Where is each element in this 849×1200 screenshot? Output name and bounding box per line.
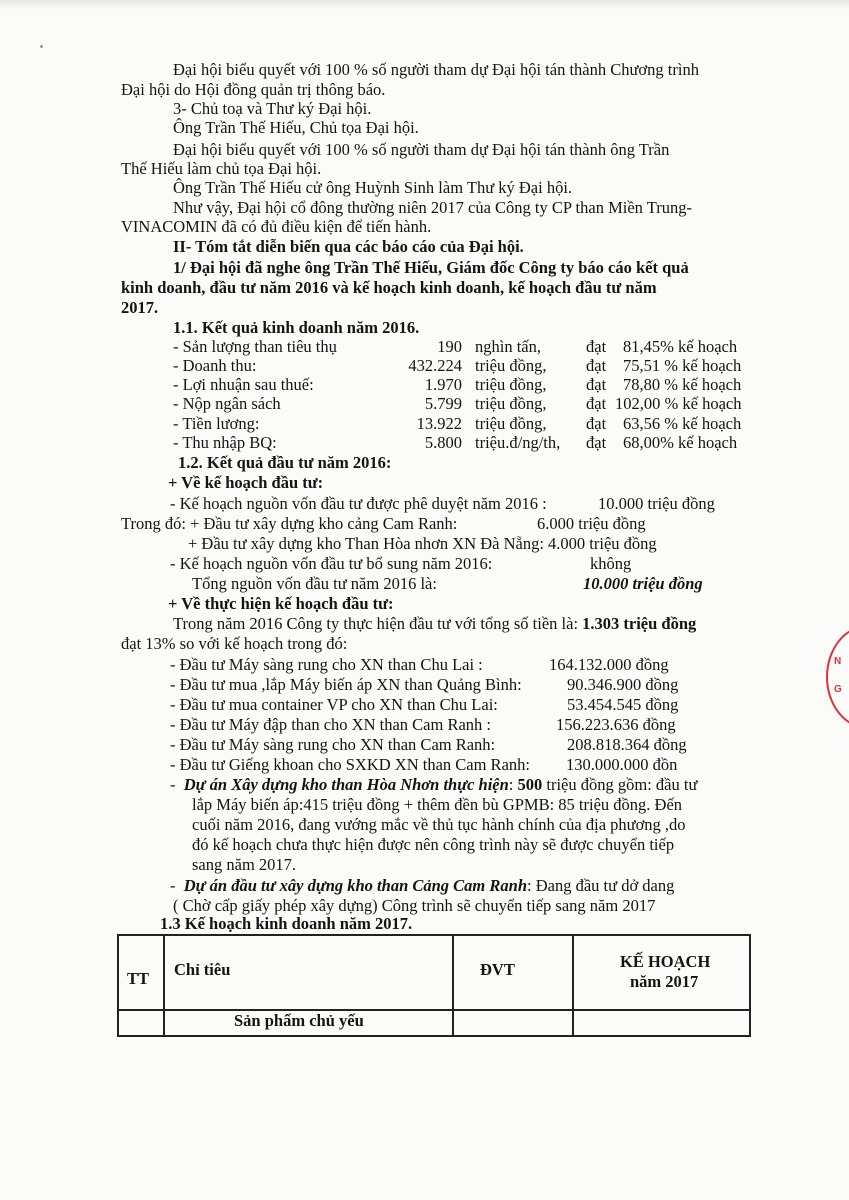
paragraph-line: đó kế hoạch chưa thực hiện được nên công trình này sẽ được chuyển tiếp [192,835,675,854]
paragraph-value: 10.000 triệu đồng [598,494,715,513]
paragraph-line: sang năm 2017. [192,855,297,874]
paragraph-value: 6.000 triệu đồng [537,514,646,533]
result-value: 190 [437,337,462,356]
table-rule [163,934,165,1037]
paragraph-value: không [590,554,632,573]
paragraph-line: Đại hội biểu quyết với 100 % số người tham dự Đại hội tán thành Chương trình [173,60,699,79]
result-percent: 102,00 % kế hoạch [615,394,742,413]
investment-label: - Đầu tư Máy sàng rung cho XN than Chu Lai : [170,655,483,674]
investment-label: - Đầu tư Giếng khoan cho SXKD XN than Cam Ranh: [170,755,530,774]
table-rule [117,934,751,936]
result-value: 432.224 [408,356,462,375]
investment-amount: 164.132.000 đồng [549,655,669,674]
result-value: 5.800 [424,433,462,452]
total-value: 10.000 triệu đồng [583,574,703,593]
result-status: đạt [586,394,607,413]
paragraph-line: - Kế hoạch nguồn vốn đầu tư bổ sung năm 2016: [170,554,493,573]
result-unit: triệu đồng, [475,394,547,413]
subsection-heading: 1.2. Kết quả đầu tư năm 2016: [178,453,392,472]
table-rule [452,934,454,1037]
paragraph-text: Trong năm 2016 Công ty thực hiện đầu tư với tổng số tiền là: [173,614,583,633]
dash: - [170,876,184,895]
subsection-heading: 1.3 Kế hoạch kinh doanh năm 2017. [160,914,413,933]
table-header-dvt: ĐVT [480,960,515,979]
result-status: đạt [586,337,607,356]
table-rule [117,1009,751,1011]
paragraph-line: - Kế hoạch nguồn vốn đầu tư được phê duyệt năm 2016 : [170,494,547,513]
table-rule [117,934,119,1037]
project-title: Dự án Xây dựng kho than Hòa Nhơn thực hiện [183,775,509,794]
investment-label: - Đầu tư mua container VP cho XN than Chu Lai: [170,695,498,714]
investment-label: - Đầu tư mua ,lắp Máy biến áp XN than Quảng Bình: [170,675,522,694]
scan-top-edge [0,0,849,10]
investment-amount: 130.000.000 đồn [566,755,678,774]
subsection-heading: + Về thực hiện kế hoạch đầu tư: [168,594,394,613]
table-header-plan: KẾ HOẠCH [620,952,711,971]
table-rule [749,934,751,1037]
project-title: Dự án đầu tư xây dựng kho than Cảng Cam Ranh [183,876,528,895]
result-label: - Doanh thu: [173,356,257,375]
paragraph-line: Đại hội biểu quyết với 100 % số người tham dự Đại hội tán thành ông Trần [173,140,670,159]
paragraph-line [173,614,696,634]
total-spent-value: 1.303 triệu đồng [582,614,697,633]
project-line [170,775,697,795]
result-label: - Tiền lương: [173,414,260,433]
result-status: đạt [586,414,607,433]
seal-letter: G [834,684,842,695]
result-label: - Nộp ngân sách [173,394,281,413]
paragraph-line: cuối năm 2016, đang vướng mắc về thủ tục hành chính của địa phương ,do [192,815,686,834]
investment-amount: 90.346.900 đồng [567,675,679,694]
result-unit: triệu.đ/ng/th, [475,433,561,452]
result-percent: 68,00% kế hoạch [623,433,738,452]
project-amount: 500 [517,775,543,794]
result-value: 13.922 [416,414,462,433]
result-label: - Thu nhập BQ: [173,433,277,452]
section-heading: II- Tóm tắt diễn biến qua các báo cáo của Đại hội. [173,237,524,256]
result-percent: 78,80 % kế hoạch [623,375,742,394]
paragraph-line: Trong đó: + Đầu tư xây dựng kho cảng Cam Ranh: [121,514,458,533]
table-row-group: Sản phẩm chủ yếu [234,1011,364,1030]
paragraph-line: ( Chờ cấp giấy phép xây dựng) Công trình sẽ chuyển tiếp sang năm 2017 [173,896,656,915]
investment-label: - Đầu tư Máy sàng rung cho XN than Cam Ranh: [170,735,496,754]
paragraph-line: Ông Trần Thế Hiếu cử ông Huỳnh Sinh làm Thư ký Đại hội. [173,178,573,197]
investment-amount: 156.223.636 đồng [556,715,676,734]
scan-speck [40,45,43,48]
subsection-heading: + Về kế hoạch đầu tư: [168,473,324,492]
project-text: triệu đồng gồm: đầu tư [542,775,698,794]
result-label: - Lợi nhuận sau thuế: [173,375,314,394]
project-text: : Đang đầu tư dở dang [527,876,675,895]
subsection-heading: kinh doanh, đầu tư năm 2016 và kế hoạch kinh doanh, kế hoạch đầu tư năm [121,278,657,297]
plan-2017-table [117,934,751,1037]
table-rule [117,1035,751,1037]
paragraph-line: Tổng nguồn vốn đầu tư năm 2016 là: [192,574,437,593]
subsection-heading: 1/ Đại hội đã nghe ông Trần Thế Hiếu, Giám đốc Công ty báo cáo kết quả [173,258,689,277]
result-value: 1.970 [424,375,462,394]
result-unit: triệu đồng, [475,375,547,394]
project-line [170,876,674,896]
paragraph-line: Đại hội do Hội đồng quản trị thông báo. [121,80,386,99]
paragraph-line: Ông Trần Thế Hiếu, Chủ tọa Đại hội. [173,118,419,137]
result-label: - Sản lượng than tiêu thụ [173,337,337,356]
subsection-heading: 1.1. Kết quả kinh doanh năm 2016. [173,318,420,337]
investment-amount: 208.818.364 đồng [567,735,687,754]
section-heading: 3- Chủ toạ và Thư ký Đại hội. [173,99,372,118]
result-unit: triệu đồng, [475,414,547,433]
paragraph-line: VINACOMIN đã có đủ điều kiện để tiến hành. [121,217,432,236]
result-percent: 75,51 % kế hoạch [623,356,742,375]
paragraph-line: đạt 13% so với kế hoạch trong đó: [121,634,348,653]
table-rule [572,934,574,1037]
table-header-chitieu: Chỉ tiêu [174,960,231,979]
result-status: đạt [586,375,607,394]
investment-amount: 53.454.545 đồng [567,695,679,714]
colon: : [508,775,518,794]
paragraph-line: + Đầu tư xây dựng kho Than Hòa nhơn XN Đà Nẵng: 4.000 triệu đồng [188,534,657,553]
paragraph-line: Thế Hiếu làm chủ tọa Đại hội. [121,159,322,178]
subsection-heading: 2017. [121,298,159,317]
result-unit: triệu đồng, [475,356,547,375]
result-value: 5.799 [424,394,462,413]
result-unit: nghìn tấn, [475,337,541,356]
paragraph-line: Như vậy, Đại hội cổ đông thường niên 2017 của Công ty CP than Miền Trung- [173,198,692,217]
result-percent: 63,56 % kế hoạch [623,414,742,433]
result-percent: 81,45% kế hoạch [623,337,738,356]
seal-letter: N [834,656,842,667]
table-header-tt: TT [127,969,150,988]
dash: - [170,775,184,794]
table-header-year: năm 2017 [630,972,699,991]
paragraph-line: lắp Máy biến áp:415 triệu đồng + thêm đền bù GPMB: 85 triệu đồng. Đến [192,795,683,814]
result-status: đạt [586,433,607,452]
company-seal-text [834,655,842,697]
investment-label: - Đầu tư Máy đập than cho XN than Cam Ranh : [170,715,492,734]
result-status: đạt [586,356,607,375]
